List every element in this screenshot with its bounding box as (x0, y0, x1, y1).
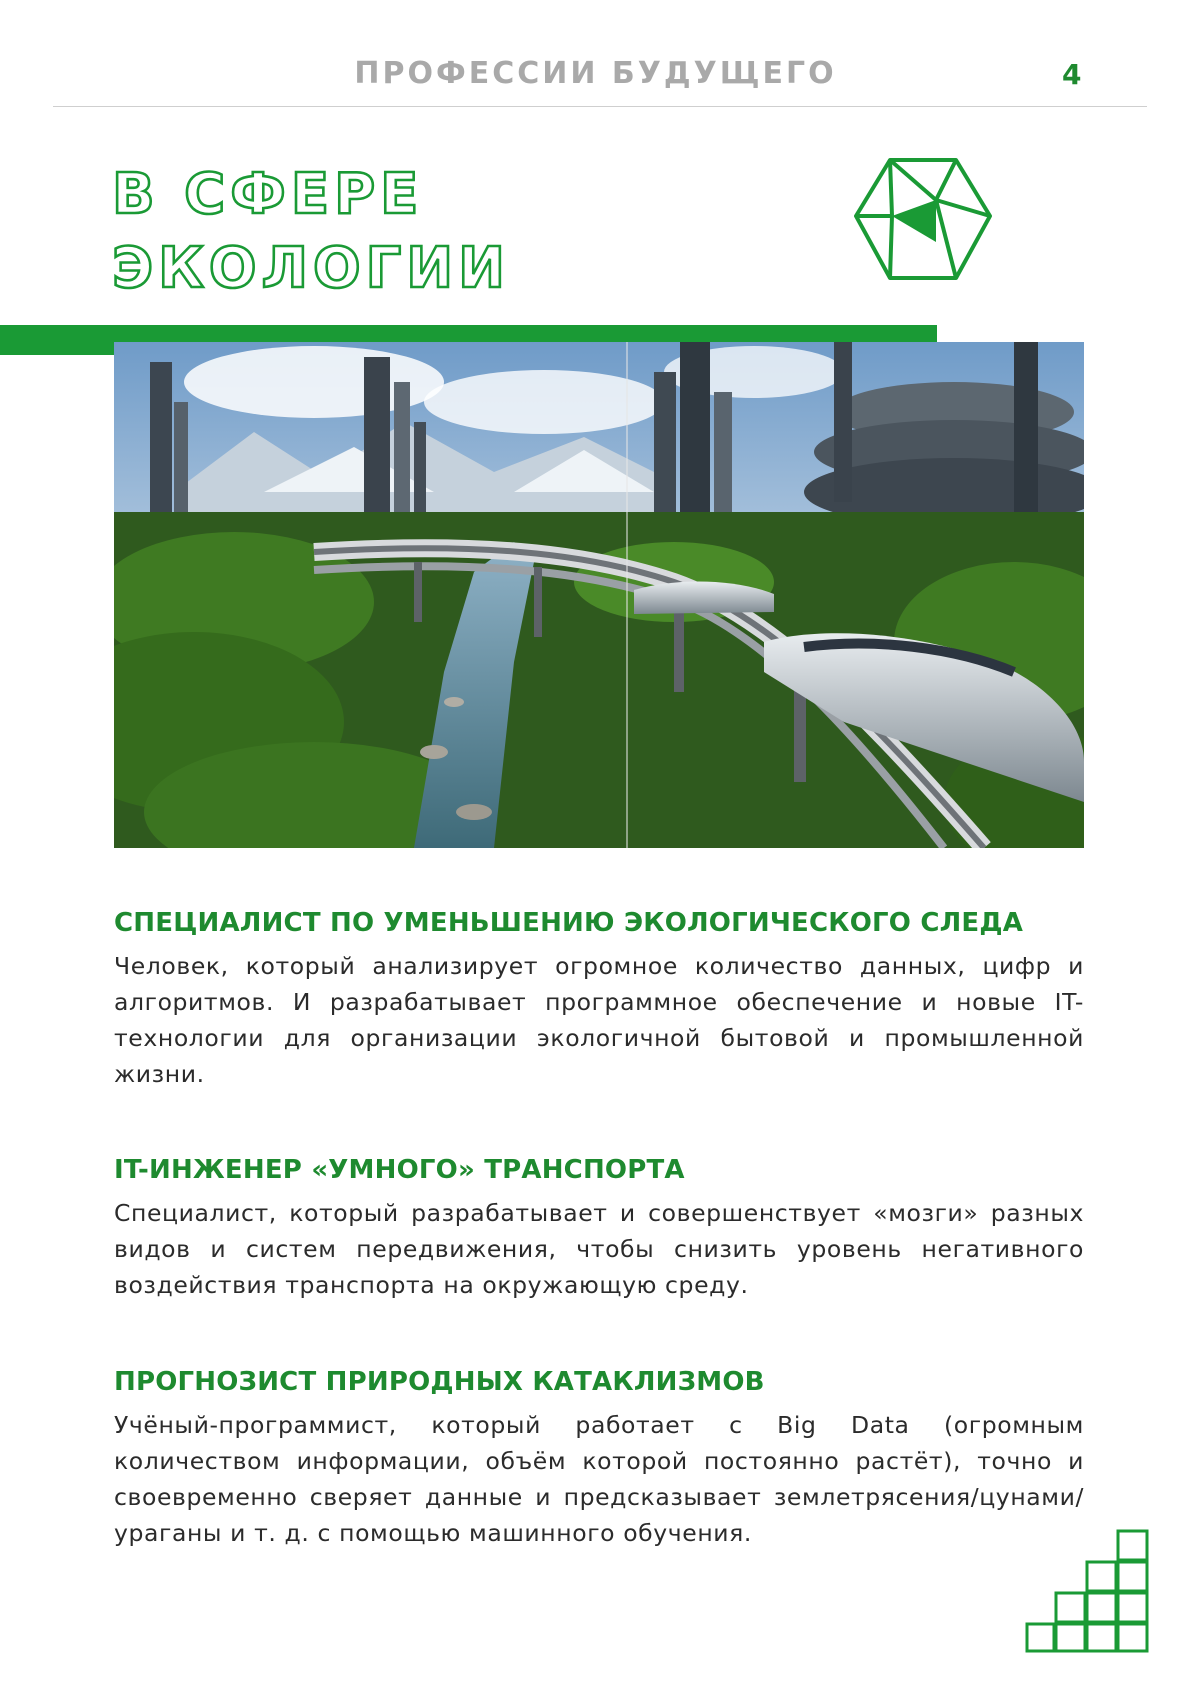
header-title: ПРОФЕССИИ БУДУЩЕГО (354, 56, 837, 91)
section-title-line-1: В СФЕРЕ (112, 162, 424, 227)
profession-description: Специалист, который разрабатывает и совершенствует «мозги» разных видов и систем передвижения, чтобы снизить уровень негативного воздействия транспорта на окружающую среду. (114, 1199, 1084, 1299)
section-title-line-2: ЭКОЛОГИИ (112, 236, 511, 301)
profession-block-1 (114, 908, 1084, 1092)
corner-grid-decoration (1025, 1529, 1149, 1653)
header-divider (53, 106, 1147, 107)
section-title (112, 158, 510, 306)
hexagon-logo-icon (852, 154, 994, 284)
profession-title: СПЕЦИАЛИСТ ПО УМЕНЬШЕНИЮ ЭКОЛОГИЧЕСКОГО СЛЕДА (114, 908, 1024, 938)
profession-block-2 (114, 1155, 1084, 1303)
page-number: 4 (1062, 58, 1082, 91)
profession-title: ПРОГНОЗИСТ ПРИРОДНЫХ КАТАКЛИЗМОВ (114, 1367, 765, 1397)
profession-title: IT-ИНЖЕНЕР «УМНОГО» ТРАНСПОРТА (114, 1155, 685, 1185)
hero-image (114, 342, 1084, 848)
profession-description: Человек, который анализирует огромное количество данных, цифр и алгоритмов. И разрабатывает программное обеспечение и новые IT-технологии для организации экологичной бытовой и промышленной жизни. (114, 952, 1084, 1088)
profession-description: Учёный-программист, который работает с Big Data (огромным количеством информации, объём которой постоянно растёт), точно и своевременно сверяет данные и предсказывает землетрясения/цунами/ураганы и т. д. с помощью машинного обучения. (114, 1411, 1084, 1547)
profession-block-3 (114, 1367, 1084, 1551)
